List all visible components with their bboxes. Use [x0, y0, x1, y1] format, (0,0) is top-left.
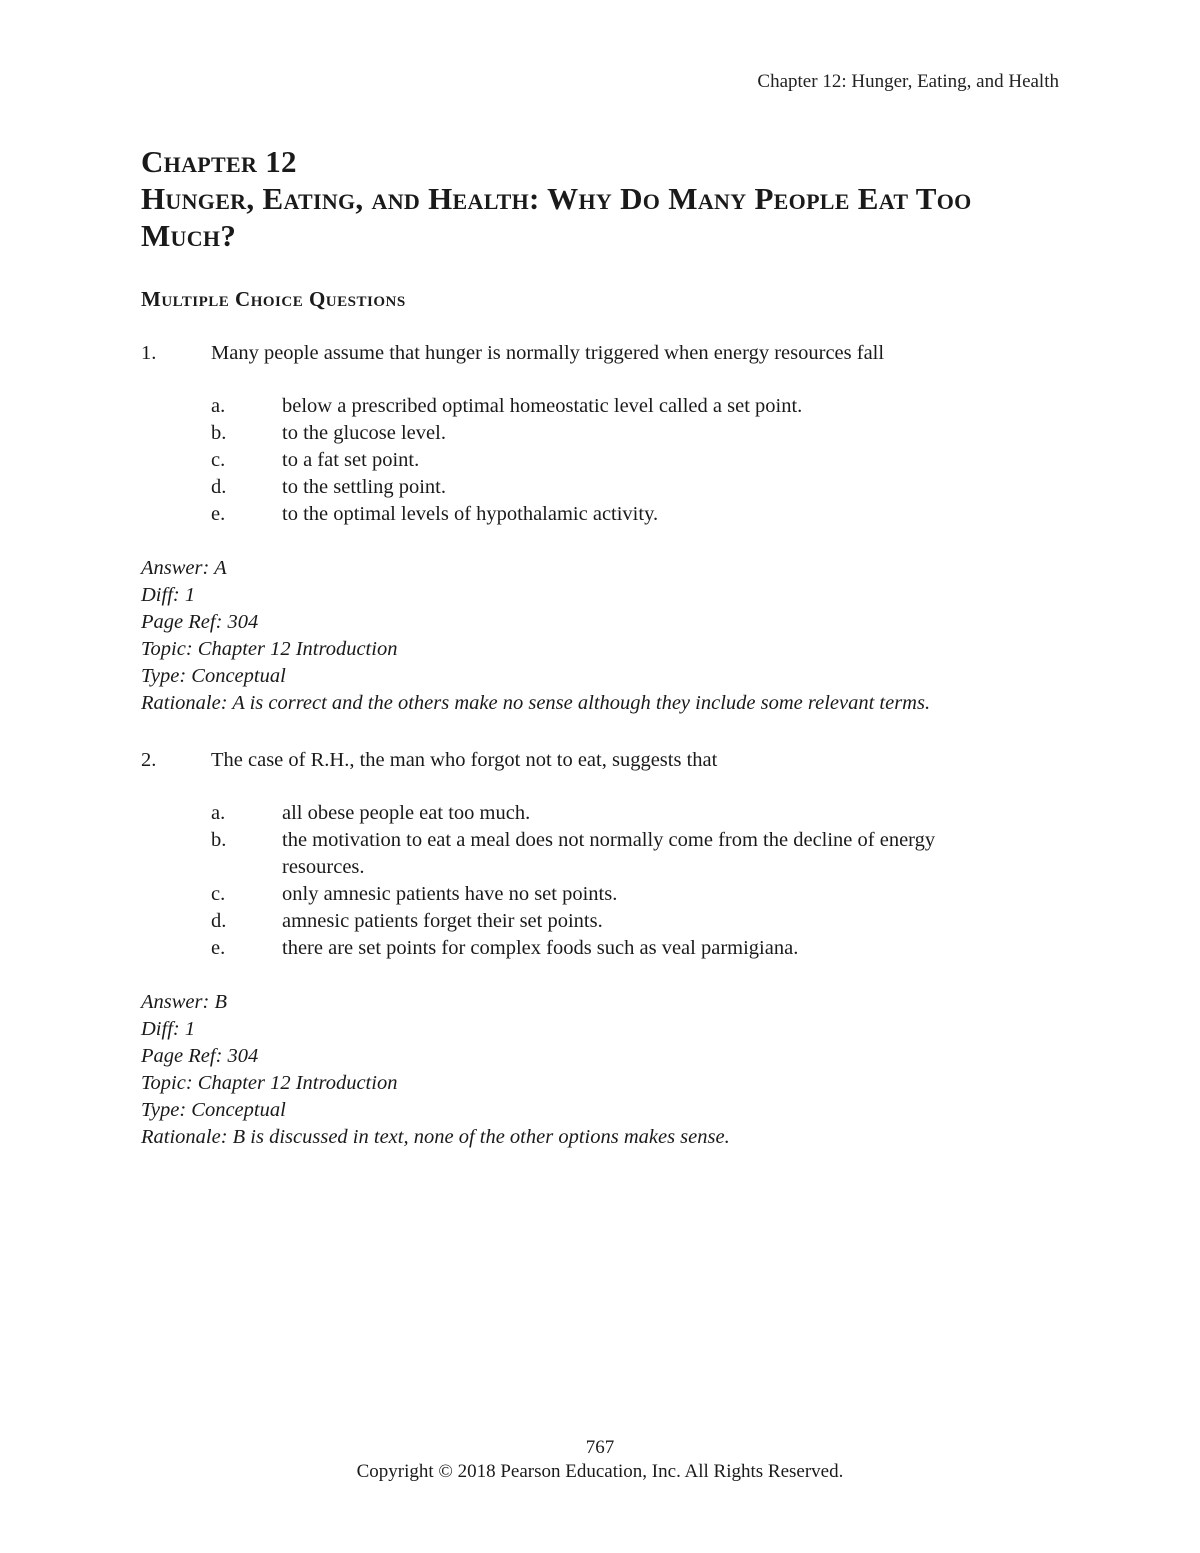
question-type: Type: Conceptual	[141, 665, 286, 687]
option-text: to the optimal levels of hypothalamic activity.	[282, 503, 659, 525]
answer-options	[211, 393, 1041, 528]
chapter-number: Chapter 12	[141, 144, 297, 179]
option-letter: c.	[211, 883, 226, 905]
topic: Topic: Chapter 12 Introduction	[141, 1072, 398, 1094]
question-text: The case of R.H., the man who forgot not to eat, suggests that	[211, 749, 718, 771]
option-letter: c.	[211, 449, 226, 471]
answer-metadata	[141, 989, 1041, 1151]
option-text: to the glucose level.	[282, 422, 446, 444]
question-text: Many people assume that hunger is normally triggered when energy resources fall	[211, 342, 885, 364]
copyright-notice: Copyright © 2018 Pearson Education, Inc. All Rights Reserved.	[356, 1461, 844, 1482]
option-c	[211, 447, 1041, 474]
page-number: 767	[585, 1437, 615, 1458]
option-text: all obese people eat too much.	[282, 802, 531, 824]
question-stem	[141, 747, 1041, 774]
difficulty: Diff: 1	[141, 1018, 196, 1040]
option-e	[211, 501, 1041, 528]
option-letter: e.	[211, 937, 226, 959]
option-letter: a.	[211, 395, 226, 417]
topic: Topic: Chapter 12 Introduction	[141, 638, 398, 660]
page-reference: Page Ref: 304	[141, 611, 259, 633]
question-2	[141, 747, 1041, 1151]
page-reference: Page Ref: 304	[141, 1045, 259, 1067]
rationale: Rationale: B is discussed in text, none of the other options makes sense.	[141, 1126, 730, 1148]
rationale: Rationale: A is correct and the others make no sense although they include some relevant terms.	[141, 692, 931, 714]
option-letter: d.	[211, 910, 227, 932]
option-letter: b.	[211, 422, 227, 444]
question-number: 2.	[141, 749, 157, 771]
option-text: the motivation to eat a meal does not normally come from the decline of energy resources.	[282, 829, 936, 878]
option-letter: a.	[211, 802, 226, 824]
option-b	[211, 827, 1041, 881]
option-d	[211, 908, 1041, 935]
chapter-title-line-1: Hunger, Eating, and Health: Why Do Many People Eat Too	[141, 181, 972, 216]
chapter-title-line-2: Much?	[141, 218, 237, 253]
section-heading: Multiple Choice Questions	[141, 287, 406, 311]
option-b	[211, 420, 1041, 447]
option-letter: e.	[211, 503, 226, 525]
option-text: only amnesic patients have no set points.	[282, 883, 618, 905]
answer-key: Answer: B	[141, 991, 227, 1013]
page-footer	[0, 1436, 1200, 1484]
option-d	[211, 474, 1041, 501]
option-text: there are set points for complex foods such as veal parmigiana.	[282, 937, 799, 959]
option-c	[211, 881, 1041, 908]
question-number: 1.	[141, 342, 157, 364]
answer-key: Answer: A	[141, 557, 227, 579]
option-letter: b.	[211, 829, 227, 851]
question-1	[141, 340, 1041, 717]
option-a	[211, 393, 1041, 420]
question-type: Type: Conceptual	[141, 1099, 286, 1121]
answer-options	[211, 800, 1041, 962]
running-header: Chapter 12: Hunger, Eating, and Health	[757, 71, 1059, 92]
option-text: to the settling point.	[282, 476, 446, 498]
question-stem	[141, 340, 1041, 367]
answer-metadata	[141, 555, 1041, 717]
option-a	[211, 800, 1041, 827]
chapter-title	[141, 143, 1061, 254]
option-e	[211, 935, 1041, 962]
difficulty: Diff: 1	[141, 584, 196, 606]
option-letter: d.	[211, 476, 227, 498]
option-text: below a prescribed optimal homeostatic level called a set point.	[282, 395, 803, 417]
option-text: to a fat set point.	[282, 449, 420, 471]
option-text: amnesic patients forget their set points.	[282, 910, 603, 932]
